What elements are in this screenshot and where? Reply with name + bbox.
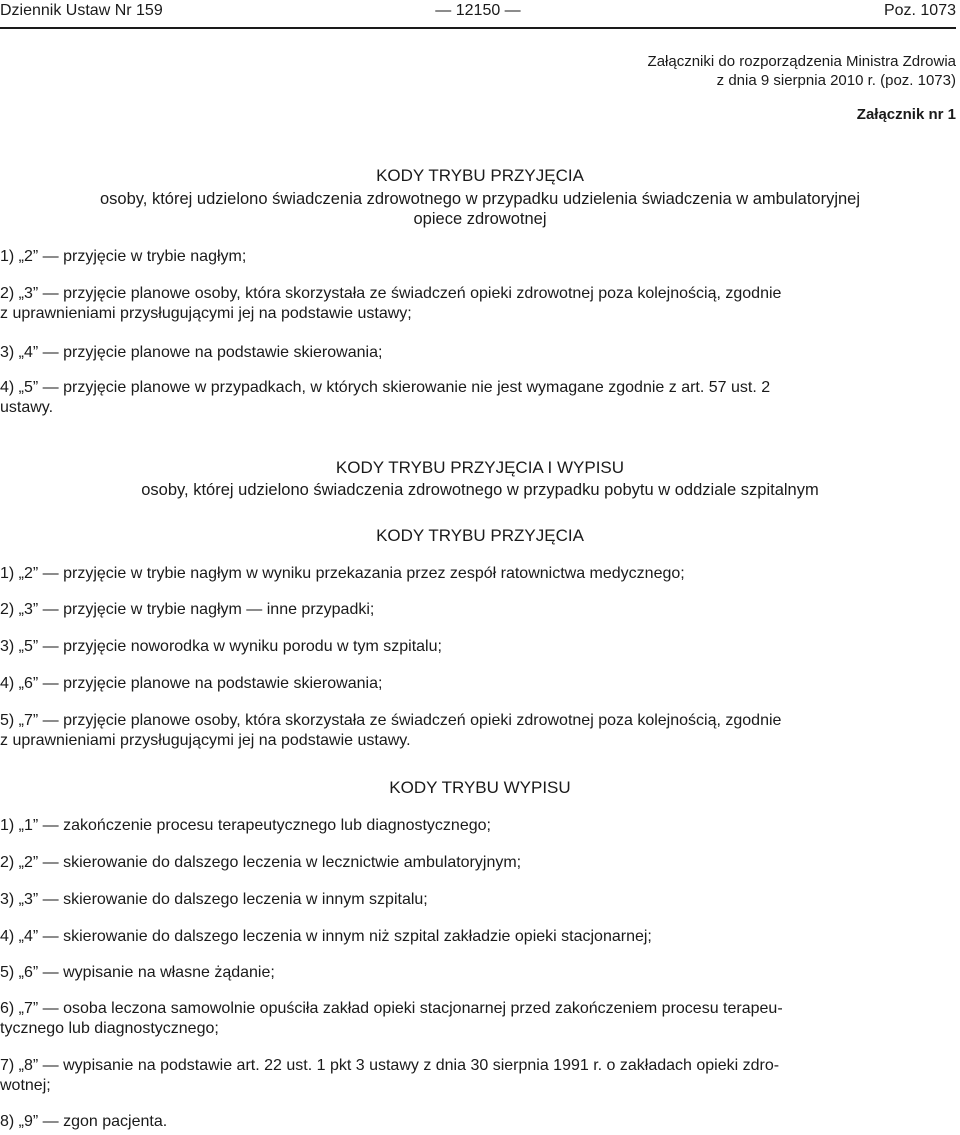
- list-item: 8) „9” — zgon pacjenta.: [0, 1113, 168, 1130]
- admission-codes-title: KODY TRYBU PRZYJĘCIA: [376, 526, 584, 545]
- attachment-label: Załącznik nr 1: [856, 106, 956, 123]
- list-item-line: 4) „5” — przyjęcie planowe w przypadkach, w których skierowanie nie jest wymagane zgodnie z art. 57 ust. 2: [0, 379, 771, 396]
- list-item: 2) „2” — skierowanie do dalszego leczenia w lecznictwie ambulatoryjnym;: [0, 854, 522, 871]
- list-item: [0, 378, 956, 418]
- list-item-line: 5) „7” — przyjęcie planowe osoby, która skorzystała ze świadczeń opieki zdrowotnej poza kolejnością, zgodnie: [0, 712, 782, 729]
- journal-title: Dziennik Ustaw Nr 159: [0, 2, 163, 19]
- list-item: 3) „5” — przyjęcie noworodka w wyniku porodu w tym szpitalu;: [0, 638, 442, 655]
- list-item-line: ustawy.: [0, 399, 54, 416]
- list-item: 1) „2” — przyjęcie w trybie nagłym;: [0, 248, 247, 265]
- attachment-note-line-2: z dnia 9 sierpnia 2010 r. (poz. 1073): [716, 72, 956, 89]
- list-item-line: tycznego lub diagnostycznego;: [0, 1020, 219, 1037]
- section-1-title: KODY TRYBU PRZYJĘCIA: [376, 166, 584, 185]
- position-number: Poz. 1073: [883, 2, 956, 19]
- list-item-line: 6) „7” — osoba leczona samowolnie opuściła zakład opieki stacjonarnej przed zakończeniem procesu terapeu-: [0, 1000, 783, 1017]
- header-rule: [0, 27, 956, 29]
- list-item: [0, 1056, 956, 1096]
- list-item-line: 7) „8” — wypisanie na podstawie art. 22 ust. 1 pkt 3 ustawy z dnia 30 sierpnia 1991 r. o zakładach opieki zdro-: [0, 1057, 780, 1074]
- list-item: 3) „3” — skierowanie do dalszego leczenia w innym szpitalu;: [0, 891, 428, 908]
- section-1-subtitle-line-1: osoby, której udzielono świadczenia zdrowotnego w przypadku udzielenia świadczenia w ambulatoryjnej: [99, 190, 861, 208]
- list-item: 5) „6” — wypisanie na własne żądanie;: [0, 964, 275, 981]
- section-1-subtitle-line-2: opiece zdrowotnej: [413, 210, 547, 228]
- running-header: [0, 0, 956, 26]
- list-item: 4) „4” — skierowanie do dalszego leczenia w innym niż szpital zakładzie opieki stacjonarnej;: [0, 928, 652, 945]
- list-item: 3) „4” — przyjęcie planowe na podstawie skierowania;: [0, 344, 383, 361]
- list-item: [0, 999, 956, 1039]
- list-item: 2) „3” — przyjęcie w trybie nagłym — inne przypadki;: [0, 601, 375, 618]
- section-2-subtitle: osoby, której udzielono świadczenia zdrowotnego w przypadku pobytu w oddziale szpitalnym: [141, 481, 819, 499]
- list-item: 4) „6” — przyjęcie planowe na podstawie skierowania;: [0, 675, 383, 692]
- list-item: 1) „1” — zakończenie procesu terapeutycznego lub diagnostycznego;: [0, 817, 491, 834]
- list-item-line: z uprawnieniami przysługującymi jej na podstawie ustawy.: [0, 732, 411, 749]
- section-2-title: KODY TRYBU PRZYJĘCIA I WYPISU: [335, 458, 625, 477]
- discharge-codes-title: KODY TRYBU WYPISU: [389, 778, 571, 797]
- list-item-line: z uprawnieniami przysługującymi jej na podstawie ustawy;: [0, 305, 412, 322]
- list-item: [0, 711, 956, 751]
- attachment-note-line-1: Załączniki do rozporządzenia Ministra Zdrowia: [647, 53, 956, 70]
- list-item-line: wotnej;: [0, 1077, 51, 1094]
- list-item: [0, 284, 956, 324]
- attachment-note: [648, 52, 956, 90]
- list-item-line: 2) „3” — przyjęcie planowe osoby, która skorzystała ze świadczeń opieki zdrowotnej poza kolejnością, zgodnie: [0, 285, 782, 302]
- page-number: — 12150 —: [435, 2, 521, 19]
- list-item: 1) „2” — przyjęcie w trybie nagłym w wyniku przekazania przez zespół ratownictwa medycznego;: [0, 565, 685, 582]
